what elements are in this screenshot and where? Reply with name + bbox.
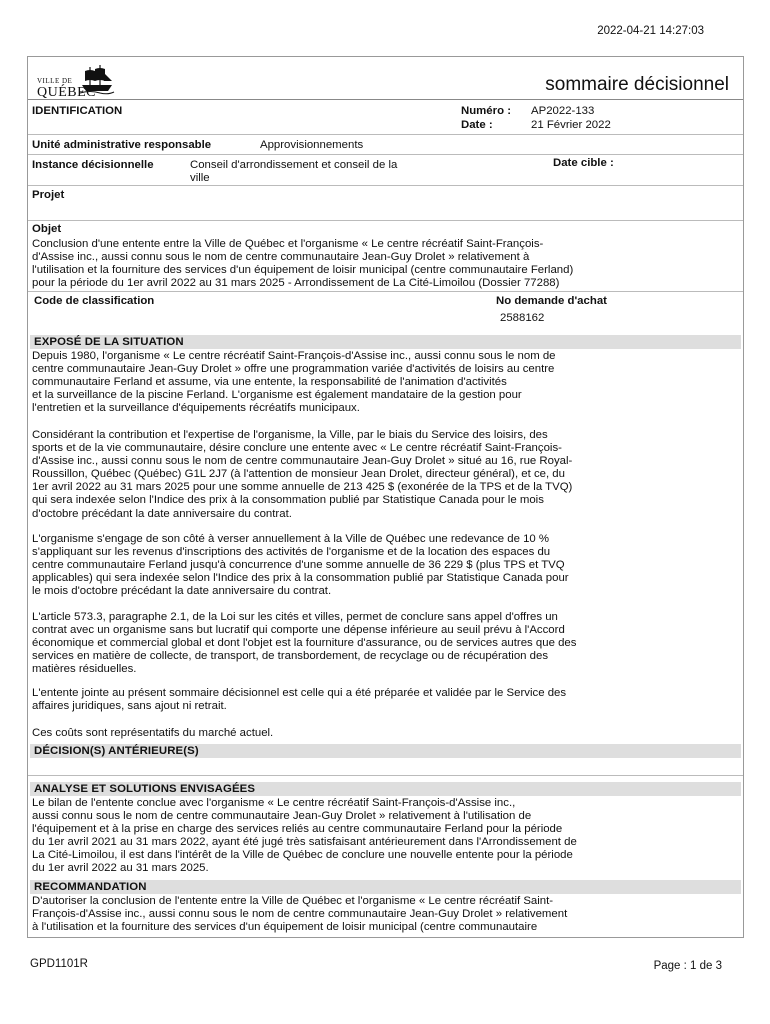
- identification-heading: IDENTIFICATION: [32, 105, 123, 117]
- text-line: Ces coûts sont représentatifs du marché actuel.: [32, 727, 274, 739]
- text-line: l'équipement et à la prise en charge des services reliés au centre communautaire Ferland pour la période: [32, 823, 563, 836]
- divider: [28, 291, 743, 292]
- text-line: l'entretien et la surveillance d'équipements récréatifs municipaux.: [32, 402, 360, 415]
- text-line: l'utilisation et la fourniture des services d'un équipement de loisir municipal (centre communautaire Ferland): [32, 264, 574, 277]
- date-label: Date :: [461, 119, 493, 131]
- text-line: d'octobre précédant la date anniversaire du contrat.: [32, 507, 292, 520]
- print-timestamp: 2022-04-21 14:27:03: [597, 25, 704, 37]
- section-heading-decisions: DÉCISION(S) ANTÉRIEURE(S): [30, 744, 741, 758]
- expose-paragraph-1: [32, 350, 700, 415]
- projet-label: Projet: [32, 189, 65, 201]
- text-line: centre communautaire Jean-Guy Drolet » offre une programmation variée d'activités de loisirs au centre: [32, 363, 555, 376]
- logo-text-ville-de: VILLE DE: [37, 77, 73, 85]
- text-line: communautaire Ferland et assume, via une entente, la responsabilité de l'animation d'activités: [32, 376, 507, 389]
- text-line: économique et commercial global et dont l'objet est la fourniture d'assurance, ou de services autres que des: [32, 637, 577, 650]
- expose-paragraph-6: [32, 727, 700, 740]
- instance-value-line1: Conseil d'arrondissement et conseil de la: [190, 159, 398, 171]
- logo-text-quebec: QUÉBEC: [37, 85, 96, 100]
- text-line: d'Assise inc., aussi connu sous le nom de centre communautaire Jean-Guy Drolet » situé au 16, rue Royal-: [32, 455, 573, 468]
- text-line: applicables) qui sera indexée selon l'Indice des prix à la consommation publié par Statistique Canada pour: [32, 572, 569, 585]
- text-line: du 1er avril 2021 au 31 mars 2022, ayant été jugé très satisfaisant antérieurement dans l'Arrondissement de: [32, 836, 577, 849]
- text-line: Conclusion d'une entente entre la Ville de Québec et l'organisme « Le centre récréatif Saint-François-: [32, 238, 544, 250]
- text-line: matières résiduelles.: [32, 663, 137, 676]
- divider: [28, 775, 743, 776]
- expose-paragraph-5: [32, 687, 700, 713]
- expose-paragraph-3: [32, 533, 700, 598]
- text-line: services en matière de collecte, de transport, de transbordement, de recyclage ou de récupération des: [32, 650, 549, 663]
- text-line: L'entente jointe au présent sommaire décisionnel est celle qui a été préparée et validée par le Service des: [32, 687, 567, 699]
- page-number: Page : 1 de 3: [653, 960, 722, 972]
- text-line: Depuis 1980, l'organisme « Le centre récréatif Saint-François-d'Assise inc., aussi connu sous le nom de: [32, 350, 556, 362]
- text-line: d'Assise inc., aussi connu sous le nom de centre communautaire Jean-Guy Drolet » relativement à: [32, 251, 530, 264]
- divider: [28, 134, 743, 135]
- objet-label: Objet: [32, 223, 62, 235]
- text-line: pour la période du 1er avril 2022 au 31 mars 2025 - Arrondissement de La Cité-Limoilou (Dossier 77288): [32, 277, 560, 290]
- numero-value: AP2022-133: [531, 105, 595, 117]
- demande-achat-value: 2588162: [500, 312, 545, 324]
- date-value: 21 Février 2022: [531, 119, 611, 131]
- ville-de-quebec-logo: [34, 61, 116, 101]
- text-line: qui sera indexée selon l'Indice des prix à la consommation publié par Statistique Canada pour le mois: [32, 494, 544, 507]
- unite-value: Approvisionnements: [260, 139, 364, 151]
- divider: [28, 154, 743, 155]
- instance-label: Instance décisionnelle: [32, 159, 154, 171]
- document-title: sommaire décisionnel: [545, 74, 729, 95]
- divider: [28, 99, 743, 100]
- text-line: D'autoriser la conclusion de l'entente entre la Ville de Québec et l'organisme « Le centre récréatif Saint-: [32, 895, 554, 907]
- text-line: François-d'Assise inc., aussi connu sous le nom de centre communautaire Jean-Guy Drolet » relativement: [32, 908, 568, 921]
- summary-form: [27, 56, 744, 938]
- unite-label: Unité administrative responsable: [32, 139, 212, 151]
- numero-label: Numéro :: [461, 105, 511, 117]
- text-line: La Cité-Limoilou, il est dans l'intérêt de la Ville de Québec de conclure une nouvelle entente pour la période: [32, 849, 573, 862]
- date-cible-label: Date cible :: [553, 157, 614, 169]
- section-heading-recommandation: RECOMMANDATION: [30, 880, 741, 894]
- code-classification-label: Code de classification: [34, 295, 155, 307]
- objet-text: [32, 238, 700, 290]
- expose-paragraph-2: [32, 429, 700, 521]
- text-line: centre communautaire Ferland jusqu'à concurrence d'une somme annuelle de 36 229 $ (plus TPS et TVQ: [32, 559, 565, 572]
- instance-value-line2: ville: [190, 172, 210, 184]
- text-line: affaires juridiques, sans ajout ni retrait.: [32, 700, 227, 713]
- text-line: aussi connu sous le nom de centre communautaire Jean-Guy Drolet » relativement à l'utilisation de: [32, 810, 532, 823]
- expose-paragraph-4: [32, 611, 700, 676]
- text-line: s'appliquant sur les revenus d'inscriptions des activités de l'organisme et de la location des espaces du: [32, 546, 551, 559]
- text-line: L'article 573.3, paragraphe 2.1, de la Loi sur les cités et villes, permet de conclure sans appel d'offres un: [32, 611, 558, 623]
- divider: [28, 185, 743, 186]
- section-heading-expose: EXPOSÉ DE LA SITUATION: [30, 335, 741, 349]
- section-heading-analyse: ANALYSE ET SOLUTIONS ENVISAGÉES: [30, 782, 741, 796]
- text-line: 1er avril 2022 au 31 mars 2025 pour une somme annuelle de 213 425 $ (exonérée de la TPS et de la TVQ): [32, 481, 573, 494]
- text-line: le mois d'octobre précédant la date anniversaire du contrat.: [32, 585, 332, 598]
- form-code: GPD1101R: [30, 958, 88, 970]
- recommandation-paragraph: [32, 895, 700, 934]
- divider: [28, 220, 743, 221]
- text-line: Roussillon, Québec (Québec) G1L 2J7 (à l'attention de monsieur Jean Drolet, directeur général), et ce, du: [32, 468, 565, 481]
- demande-achat-label: No demande d'achat: [496, 295, 607, 307]
- analyse-paragraph: [32, 797, 700, 876]
- text-line: à l'utilisation et la fourniture des services d'un équipement de loisir municipal (centre communautaire: [32, 921, 538, 934]
- text-line: L'organisme s'engage de son côté à verser annuellement à la Ville de Québec une redevance de 10 %: [32, 533, 550, 545]
- text-line: sports et de la vie communautaire, désire conclure une entente avec « Le centre récréatif Saint-François-: [32, 442, 562, 455]
- text-line: et la surveillance de la piscine Ferland. L'organisme est également mandataire de la gestion pour: [32, 389, 522, 402]
- text-line: Considérant la contribution et l'expertise de l'organisme, la Ville, par le biais du Service des loisirs, des: [32, 429, 548, 441]
- text-line: du 1er avril 2022 au 31 mars 2025.: [32, 862, 209, 875]
- text-line: Le bilan de l'entente conclue avec l'organisme « Le centre récréatif Saint-François-d'Assise inc.,: [32, 797, 516, 809]
- text-line: contrat avec un organisme sans but lucratif qui comporte une dépense inférieure au seuil prévu à l'Accord: [32, 624, 565, 637]
